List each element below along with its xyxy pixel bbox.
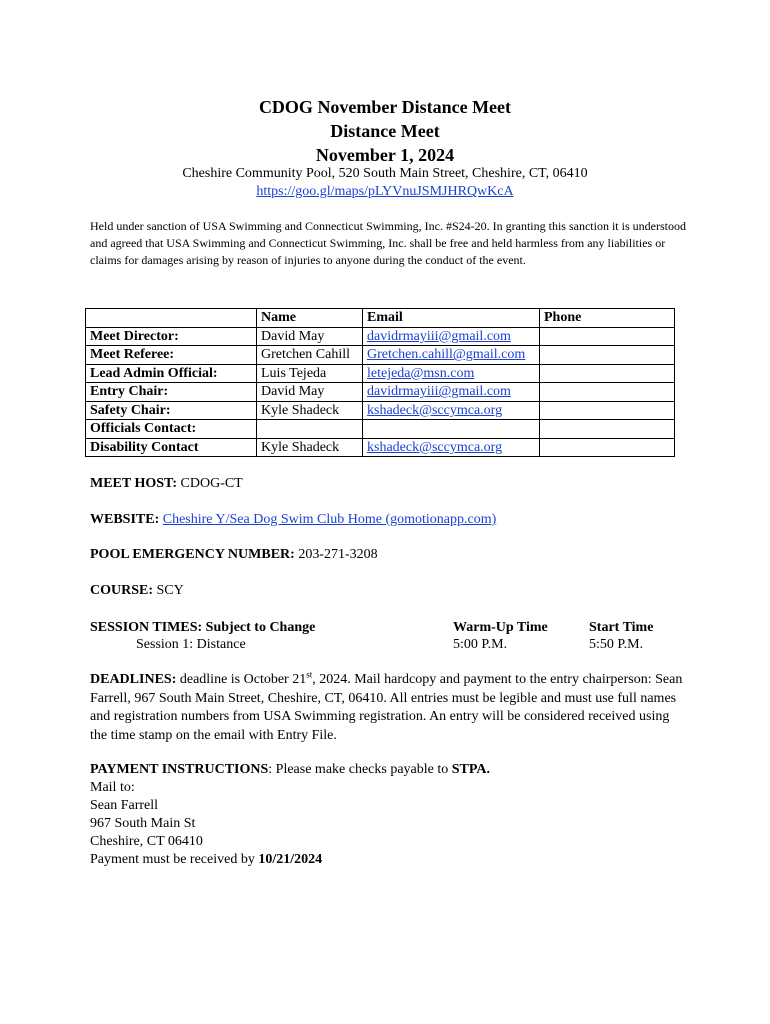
payment-due-date: 10/21/2024 — [258, 852, 323, 867]
course-row — [90, 582, 184, 600]
official-name-cell: Kyle Shadeck — [257, 401, 363, 420]
website-link[interactable]: Cheshire Y/Sea Dog Swim Club Home (gomotionapp.com) — [162, 512, 497, 527]
official-role-cell: Meet Referee: — [86, 346, 257, 365]
table-row — [86, 327, 675, 346]
official-email-cell — [363, 401, 540, 420]
deadlines-paragraph — [90, 671, 685, 745]
official-name-cell — [257, 420, 363, 439]
payment-payee: STPA. — [451, 762, 491, 777]
meet-date: November 1, 2024 — [315, 145, 455, 165]
official-role-cell: Meet Director: — [86, 327, 257, 346]
email-link[interactable]: kshadeck@sccymca.org — [367, 439, 503, 455]
official-role-cell: Entry Chair: — [86, 383, 257, 402]
table-row — [86, 401, 675, 420]
meet-subtitle: Distance Meet — [330, 121, 440, 141]
mail-street-line: 967 South Main St — [90, 816, 196, 831]
warmup-header: Warm-Up Time — [453, 620, 548, 635]
meet-title: CDOG November Distance Meet — [258, 97, 512, 117]
meet-location: Cheshire Community Pool, 520 South Main Street, Cheshire, CT, 06410 — [182, 166, 588, 181]
email-link[interactable]: Gretchen.cahill@gmail.com — [367, 347, 526, 363]
start-header: Start Time — [589, 620, 654, 635]
official-phone-cell — [540, 401, 675, 420]
course-value: SCY — [156, 583, 184, 598]
official-phone-cell — [540, 438, 675, 457]
official-name-cell: Luis Tejeda — [257, 364, 363, 383]
email-link[interactable]: letejeda@msn.com — [367, 365, 475, 381]
meet-host-row — [90, 475, 243, 493]
official-phone-cell — [540, 383, 675, 402]
meet-host-label: MEET HOST: — [90, 476, 178, 491]
mail-name-line: Sean Farrell — [90, 798, 159, 813]
map-link[interactable]: https://goo.gl/maps/pLYVnuJSMJHRQwKcA — [256, 184, 514, 199]
payment-block — [90, 761, 685, 869]
official-email-cell — [363, 383, 540, 402]
table-row — [86, 346, 675, 365]
official-name-cell: Kyle Shadeck — [257, 438, 363, 457]
mail-to-line: Mail to: — [90, 780, 135, 795]
course-label: COURSE: — [90, 583, 154, 598]
official-phone-cell — [540, 346, 675, 365]
official-phone-cell — [540, 364, 675, 383]
officials-header-row — [86, 309, 675, 328]
header-phone: Phone — [540, 309, 675, 328]
payment-text: : Please make checks payable to — [268, 762, 452, 777]
official-email-cell — [363, 346, 540, 365]
table-row — [86, 383, 675, 402]
payment-due-line — [90, 851, 685, 869]
official-email-cell — [363, 420, 540, 439]
map-link-row — [0, 183, 770, 201]
official-email-cell — [363, 364, 540, 383]
payment-due-text: Payment must be received by — [90, 852, 259, 867]
official-name-cell: David May — [257, 327, 363, 346]
payment-label: PAYMENT INSTRUCTIONS — [90, 762, 269, 777]
header-role-cell — [86, 309, 257, 328]
table-row — [86, 420, 675, 439]
deadlines-text-before: deadline is October 21 — [179, 672, 307, 687]
official-role-cell: Lead Admin Official: — [86, 364, 257, 383]
emergency-label: POOL EMERGENCY NUMBER: — [90, 547, 295, 562]
deadlines-sup: st — [306, 669, 313, 680]
session-times-label: SESSION TIMES: Subject to Change — [90, 620, 316, 635]
deadlines-text-after: , 2024. Mail hardcopy and payment to the entry chairperson: Sean Farrell, 967 South Main Street, Cheshire, CT, 06410. All entries must be legible and must use full names and registration numbers from USA Swimming registration. An entry will be considered received using the time stamp on the email with Entry File. — [90, 672, 683, 743]
official-role-cell: Disability Contact — [86, 438, 257, 457]
table-row — [86, 438, 675, 457]
start-time: 5:50 P.M. — [589, 637, 644, 652]
website-row — [90, 511, 496, 529]
official-role-cell: Safety Chair: — [86, 401, 257, 420]
emergency-row — [90, 546, 378, 564]
mail-city-line: Cheshire, CT 06410 — [90, 834, 203, 849]
warmup-time: 5:00 P.M. — [453, 637, 508, 652]
payment-line — [90, 761, 685, 779]
official-email-cell — [363, 327, 540, 346]
header-email: Email — [363, 309, 540, 328]
official-phone-cell — [540, 420, 675, 439]
meet-host-value: CDOG-CT — [180, 476, 243, 491]
website-label: WEBSITE: — [90, 512, 160, 527]
emergency-number: 203-271-3208 — [298, 547, 378, 562]
email-link[interactable]: davidrmayiii@gmail.com — [367, 384, 511, 400]
official-email-cell — [363, 438, 540, 457]
email-link[interactable]: kshadeck@sccymca.org — [367, 402, 503, 418]
official-role-cell: Officials Contact: — [86, 420, 257, 439]
sanction-text: Held under sanction of USA Swimming and Connecticut Swimming, Inc. #S24-20. In granting this sanction it is understood and agreed that USA Swimming and Connecticut Swimming, Inc. shall be free and held harmless from any liabilities or claims for damages arising by reason of injuries to anyone during the conduct of the event. — [90, 219, 686, 267]
official-name-cell: Gretchen Cahill — [257, 346, 363, 365]
officials-table — [85, 308, 675, 457]
session-name: Session 1: Distance — [136, 637, 246, 652]
deadlines-label: DEADLINES: — [90, 672, 177, 687]
email-link[interactable]: davidrmayiii@gmail.com — [367, 328, 511, 344]
official-name-cell: David May — [257, 383, 363, 402]
header-name: Name — [257, 309, 363, 328]
table-row — [86, 364, 675, 383]
official-phone-cell — [540, 327, 675, 346]
